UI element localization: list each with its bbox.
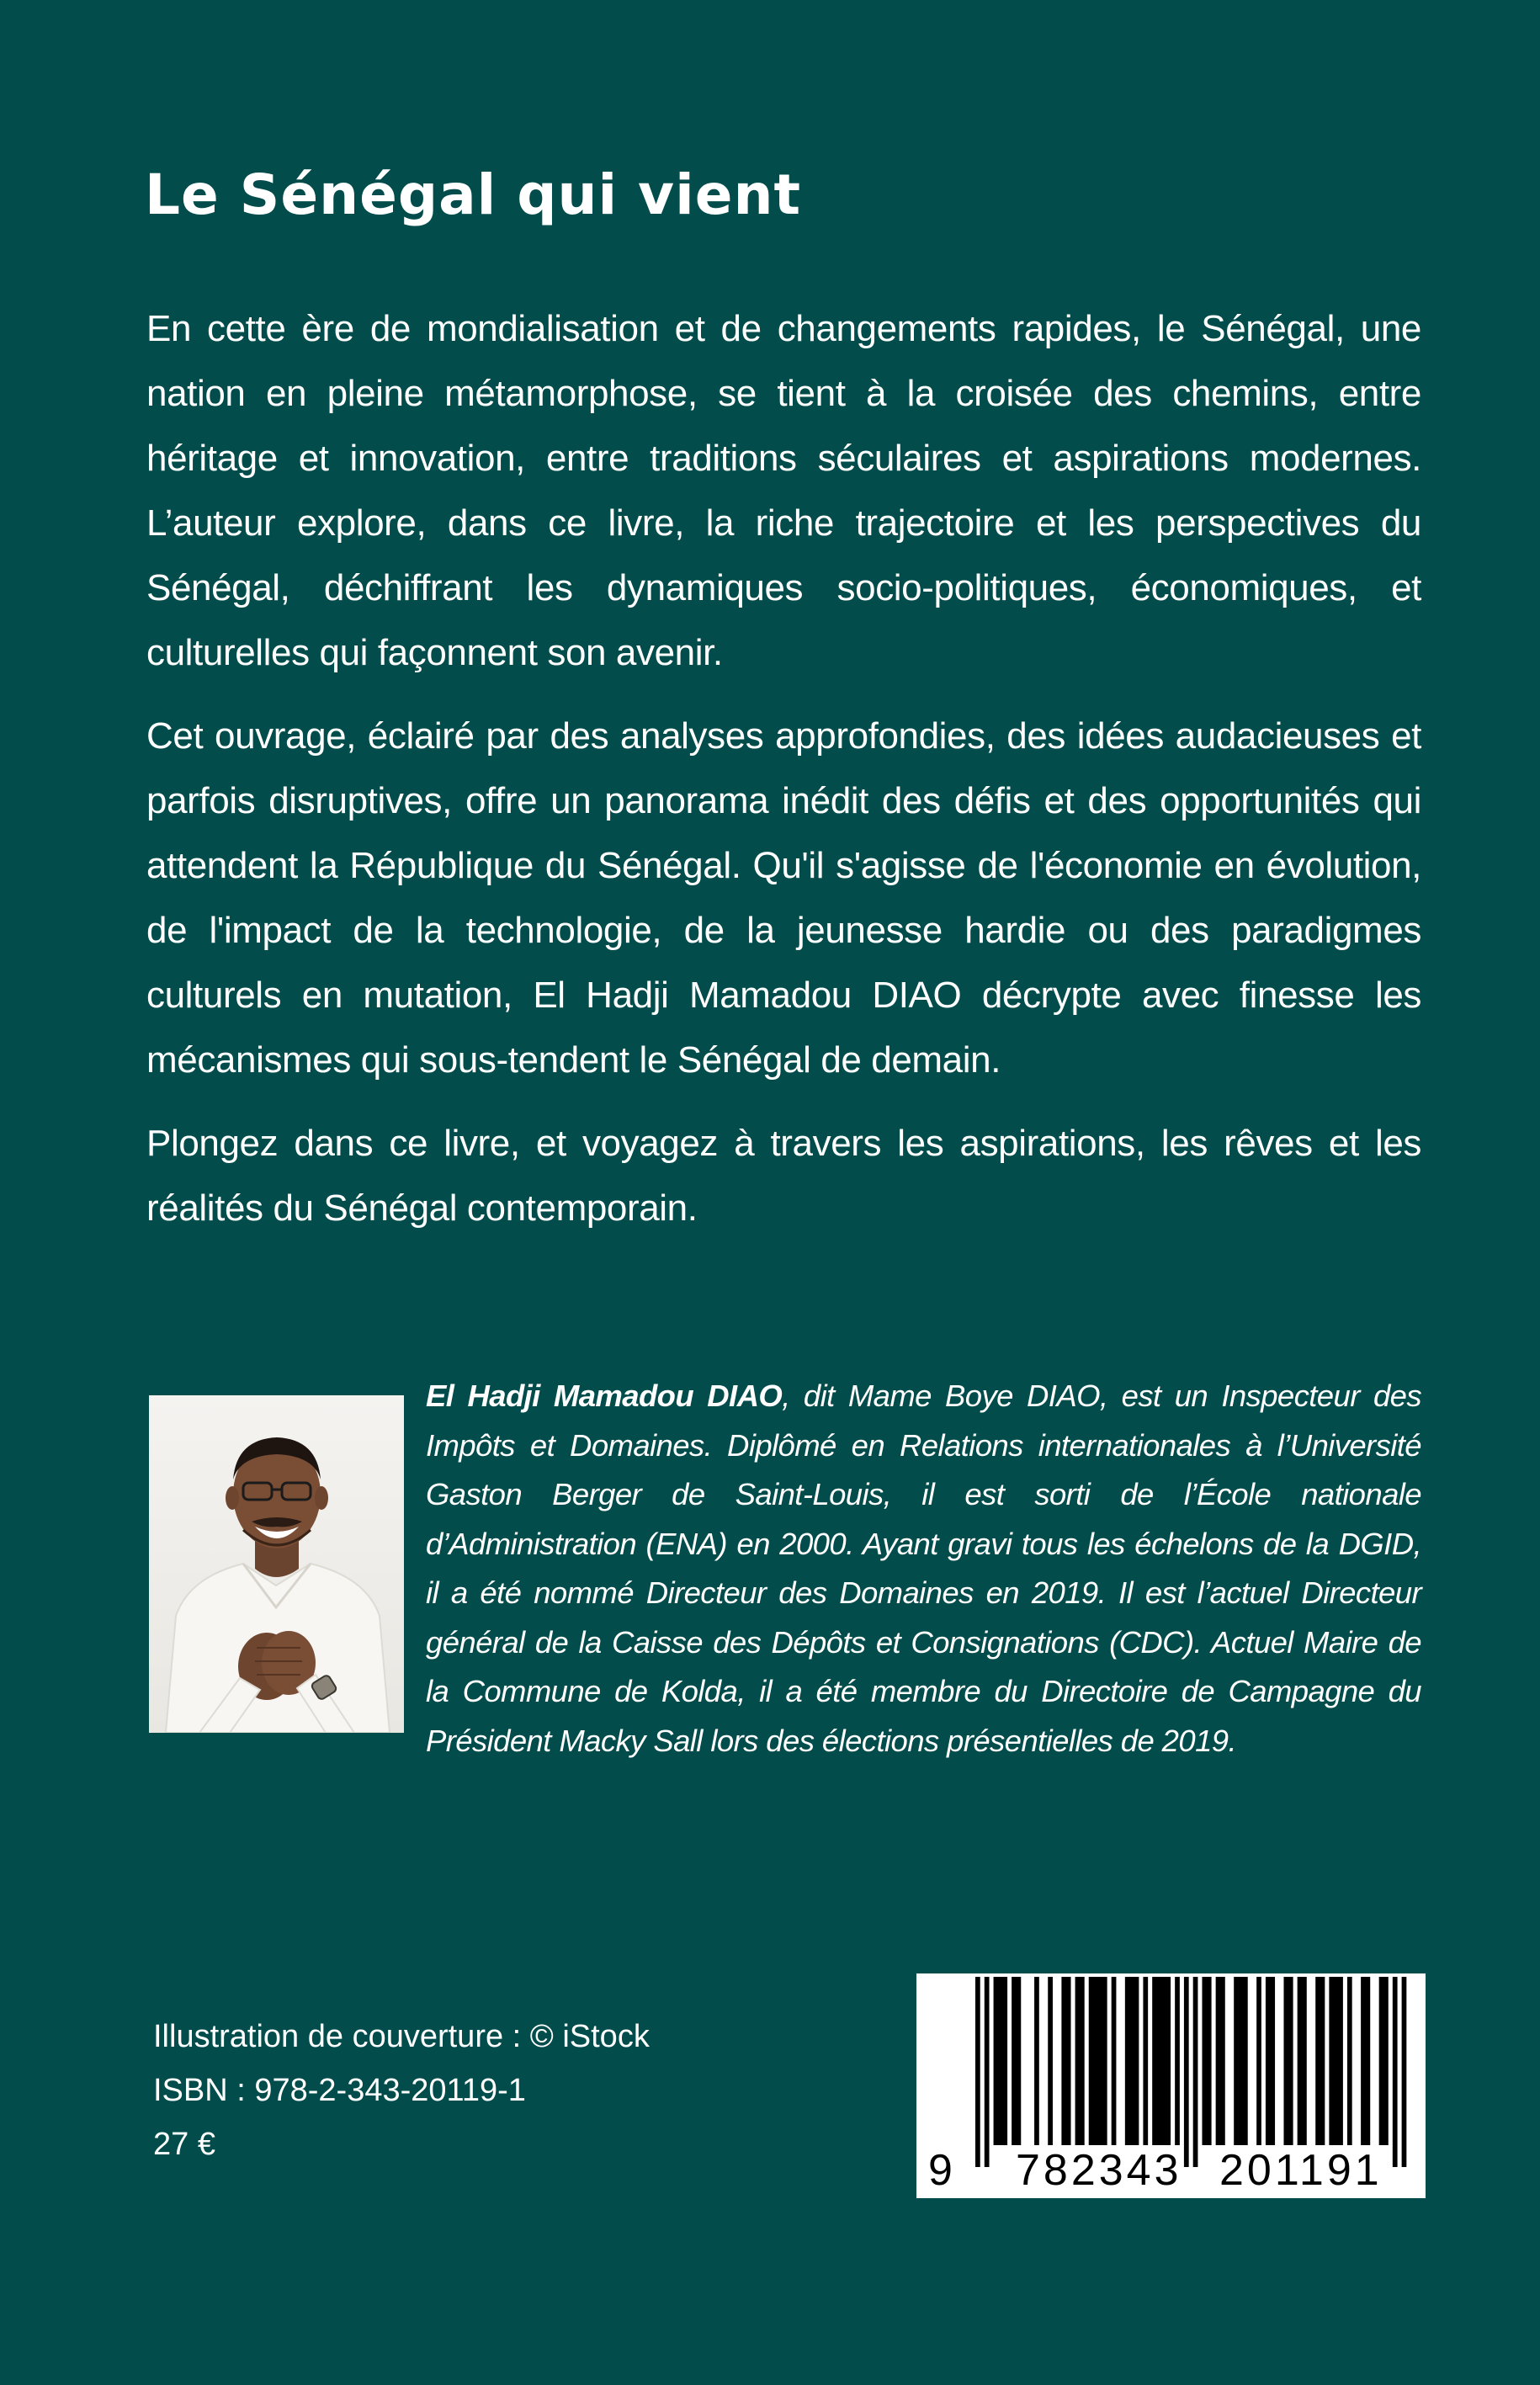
barcode-bar	[1347, 1977, 1352, 2145]
barcode-bar	[975, 1977, 980, 2167]
barcode-bar	[1193, 1977, 1198, 2167]
credits	[153, 2010, 650, 2171]
barcode-bar	[1393, 1977, 1398, 2167]
barcode-bar	[1080, 1977, 1085, 2145]
barcode-bar	[1125, 1977, 1130, 2145]
barcode-bar	[1302, 1977, 1307, 2145]
barcode-bar	[1283, 1977, 1288, 2145]
author-bio	[426, 1372, 1421, 1766]
barcode-bar	[1320, 1977, 1325, 2145]
barcode-bar	[1220, 1977, 1225, 2145]
author-name: El Hadji Mamadou DIAO	[426, 1378, 783, 1413]
barcode-bar	[1157, 1977, 1162, 2145]
barcode-bar	[1338, 1977, 1343, 2145]
barcode-bar	[985, 1977, 990, 2167]
barcode-bar	[1143, 1977, 1148, 2145]
illustration-credit: Illustration de couverture : © iStock	[153, 2019, 650, 2054]
barcode-bar	[1256, 1977, 1261, 2145]
barcode-bar	[1089, 1977, 1094, 2145]
barcode-bar	[1075, 1977, 1081, 2145]
barcode-bar	[1216, 1977, 1221, 2145]
barcode-bar	[1270, 1977, 1275, 2145]
barcode-bar	[1093, 1977, 1098, 2145]
book-title: Le Sénégal qui vient	[145, 162, 801, 227]
barcode-digits	[916, 2145, 1426, 2196]
barcode-bar	[1243, 1977, 1248, 2145]
barcode-bar	[1048, 1977, 1053, 2145]
barcode-bar	[1017, 1977, 1022, 2145]
barcode-bar	[1161, 1977, 1166, 2145]
barcode-bar	[1239, 1977, 1244, 2145]
isbn-barcode	[916, 1973, 1426, 2198]
barcode-right-group: 201191	[1219, 2146, 1383, 2195]
barcode-bar	[1402, 1977, 1407, 2167]
summary-paragraph: Cet ouvrage, éclairé par des analyses approfondies, des idées audacieuses et parfois disruptives, offre un panorama inédit des défis et des opportunités qui attendent la République du Sénégal. Qu'il s'agisse de l'économie en évolution, de l'impact de la technologie, de la jeunesse hardie ou des paradigmes culturels en mutation, El Hadji Mamadou DIAO décrypte avec finesse les mécanismes qui sous-tendent le Sénégal de demain.	[146, 715, 1421, 1081]
barcode-bar	[1012, 1977, 1017, 2145]
barcode-bar	[1134, 1977, 1139, 2145]
barcode-bar	[1202, 1977, 1207, 2145]
barcode-bar	[1175, 1977, 1180, 2145]
barcode-bar	[1098, 1977, 1103, 2145]
barcode-bar	[1034, 1977, 1039, 2145]
barcode-first-digit: 9	[928, 2146, 953, 2195]
barcode-bar	[1379, 1977, 1384, 2145]
barcode-bar	[998, 1977, 1003, 2145]
barcode-bar	[1102, 1977, 1107, 2145]
barcode-bar	[994, 1977, 999, 2145]
barcode-bar	[1298, 1977, 1303, 2145]
barcode-bar	[1365, 1977, 1370, 2145]
barcode-bar	[1129, 1977, 1134, 2145]
summary-text	[146, 296, 1421, 1259]
barcode-bar	[1184, 1977, 1189, 2167]
barcode-bar	[1207, 1977, 1212, 2145]
barcode-left-group: 782343	[1016, 2146, 1182, 2195]
barcode-bar	[1234, 1977, 1239, 2145]
isbn: ISBN : 978-2-343-20119-1	[153, 2073, 526, 2108]
barcode-bar	[1361, 1977, 1366, 2145]
barcode-bar	[1002, 1977, 1007, 2145]
barcode-bar	[1288, 1977, 1293, 2145]
barcode-bar	[1112, 1977, 1117, 2145]
barcode-bar	[1166, 1977, 1171, 2145]
barcode-bar	[1266, 1977, 1271, 2145]
barcode-bar	[1152, 1977, 1157, 2145]
summary-paragraph: En cette ère de mondialisation et de changements rapides, le Sénégal, une nation en pleine métamorphose, se tient à la croisée des chemins, entre héritage et innovation, entre traditions séculaires et aspirations modernes. L’auteur explore, dans ce livre, la riche trajectoire et les perspectives du Sénégal, déchiffrant les dynamiques socio-politiques, économiques, et culturelles qui façonnent son avenir.	[146, 308, 1421, 673]
barcode-bar	[1066, 1977, 1071, 2145]
author-bio-text: , dit Mame Boye DIAO, est un Inspecteur des Impôts et Domaines. Diplômé en Relations internationales à l’Université Gaston Berger de Saint-Louis, il est sorti de l’École nationale d’Administration (ENA) en 2000. Ayant gravi tous les échelons de la DGID, il a été nommé Directeur des Domaines en 2019. Il est l’actuel Directeur général de la Caisse des Dépôts et Consignations (CDC). Actuel Maire de la Commune de Kolda, il a été membre du Directoire de Campagne du Président Macky Sall lors des élections présentielles de 2019.	[426, 1378, 1422, 1758]
price: 27 €	[153, 2127, 215, 2162]
barcode-bar	[1061, 1977, 1066, 2145]
author-photo	[149, 1395, 404, 1733]
barcode-bar	[1315, 1977, 1320, 2145]
barcode-bar	[1383, 1977, 1389, 2145]
summary-paragraph: Plongez dans ce livre, et voyagez à travers les aspirations, les rêves et les réalités du Sénégal contemporain.	[146, 1123, 1421, 1229]
barcode-bar	[1334, 1977, 1339, 2145]
barcode-bar	[1329, 1977, 1334, 2145]
